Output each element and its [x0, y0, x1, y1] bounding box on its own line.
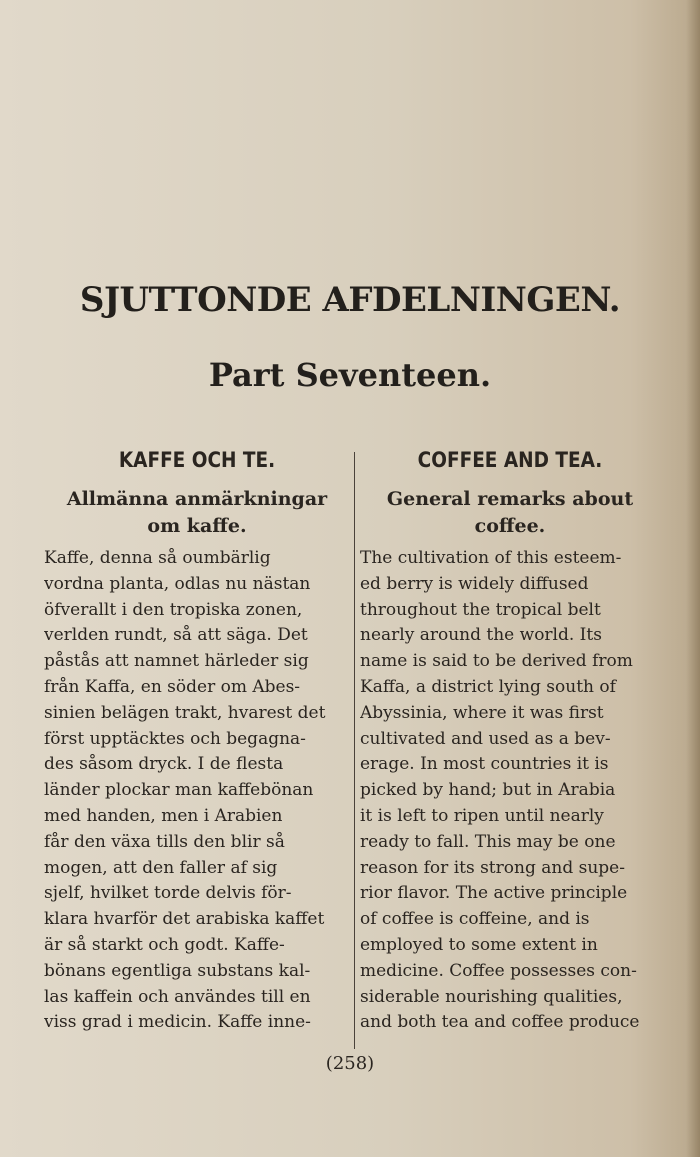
text-line: throughout the tropical belt — [360, 599, 601, 620]
part-heading-swedish: SJUTTONDE AFDELNINGEN. — [79, 280, 621, 320]
subtitle-swedish-line1: Allmänna anmärkningar — [66, 488, 328, 510]
text-line: rior flavor. The active principle — [360, 883, 628, 904]
subtitle-swedish-line2: om kaffe. — [147, 515, 247, 537]
text-line: Kaffa, a district lying south of — [360, 676, 616, 697]
swedish-column — [44, 448, 350, 1036]
text-line: Kaffe, denna så oumbärlig — [44, 548, 271, 568]
text-line: employed to some extent in — [360, 934, 598, 955]
text-line: sinien belägen trakt, hvarest det — [44, 702, 326, 723]
text-line: länder plockar man kaffebönan — [44, 780, 314, 801]
text-line: bönans egentliga substans kal- — [44, 960, 311, 981]
text-line: sjelf, hvilket torde delvis för- — [44, 883, 292, 904]
body-text-english — [360, 546, 660, 1036]
text-line: and both tea and coffee produce — [360, 1012, 640, 1033]
page-edge-shadow — [686, 0, 700, 1157]
text-line: nearly around the world. Its — [360, 625, 602, 646]
section-title-swedish: KAFFE OCH TE. — [118, 448, 276, 472]
subtitle-english-line2: coffee. — [474, 515, 546, 537]
text-line: får den växa tills den blir så — [44, 831, 285, 852]
subtitle-english — [360, 486, 660, 540]
text-line: name is said to be derived from — [360, 651, 633, 672]
text-line: siderable nourishing qualities, — [360, 986, 623, 1007]
section-title-english: COFFEE AND TEA. — [417, 448, 603, 472]
text-line: cultivated and used as a bev- — [360, 728, 611, 749]
text-line: är så starkt och godt. Kaffe- — [44, 934, 285, 955]
text-line: Abyssinia, where it was first — [360, 702, 604, 723]
text-line: of coffee is coffeine, and is — [360, 909, 590, 930]
text-line: des såsom dryck. I de flesta — [44, 754, 284, 775]
text-line: erage. In most countries it is — [360, 754, 609, 775]
subtitle-english-line1: General remarks about — [386, 488, 634, 510]
text-line: it is left to ripen until nearly — [360, 805, 604, 826]
page-number: (258) — [325, 1053, 375, 1074]
part-heading-english: Part Seventeen. — [208, 356, 492, 394]
text-line: öfverallt i den tropiska zonen, — [44, 599, 303, 620]
text-line: medicine. Coffee possesses con- — [360, 960, 637, 981]
text-line: las kaffein och användes till en — [44, 986, 311, 1007]
column-divider — [354, 452, 355, 1049]
text-line: från Kaffa, en söder om Abes- — [44, 676, 301, 697]
text-line: mogen, att den faller af sig — [44, 857, 278, 878]
body-text-swedish — [44, 546, 350, 1036]
text-line: med handen, men i Arabien — [44, 805, 283, 826]
subtitle-swedish — [44, 486, 350, 540]
text-line: verlden rundt, så att säga. Det — [44, 625, 308, 646]
text-line: reason for its strong and supe- — [360, 857, 625, 878]
text-line: vordna planta, odlas nu nästan — [44, 573, 311, 594]
text-line: viss grad i medicin. Kaffe inne- — [44, 1012, 311, 1033]
text-line: påstås att namnet härleder sig — [44, 651, 309, 672]
text-line: The cultivation of this esteem- — [360, 548, 622, 568]
text-line: först upptäcktes och begagna- — [44, 728, 306, 749]
text-line: klara hvarför det arabiska kaffet — [44, 909, 325, 930]
text-line: ready to fall. This may be one — [360, 831, 616, 852]
text-line: picked by hand; but in Arabia — [360, 780, 616, 801]
text-line: ed berry is widely diffused — [360, 573, 589, 594]
english-column — [360, 448, 660, 1036]
